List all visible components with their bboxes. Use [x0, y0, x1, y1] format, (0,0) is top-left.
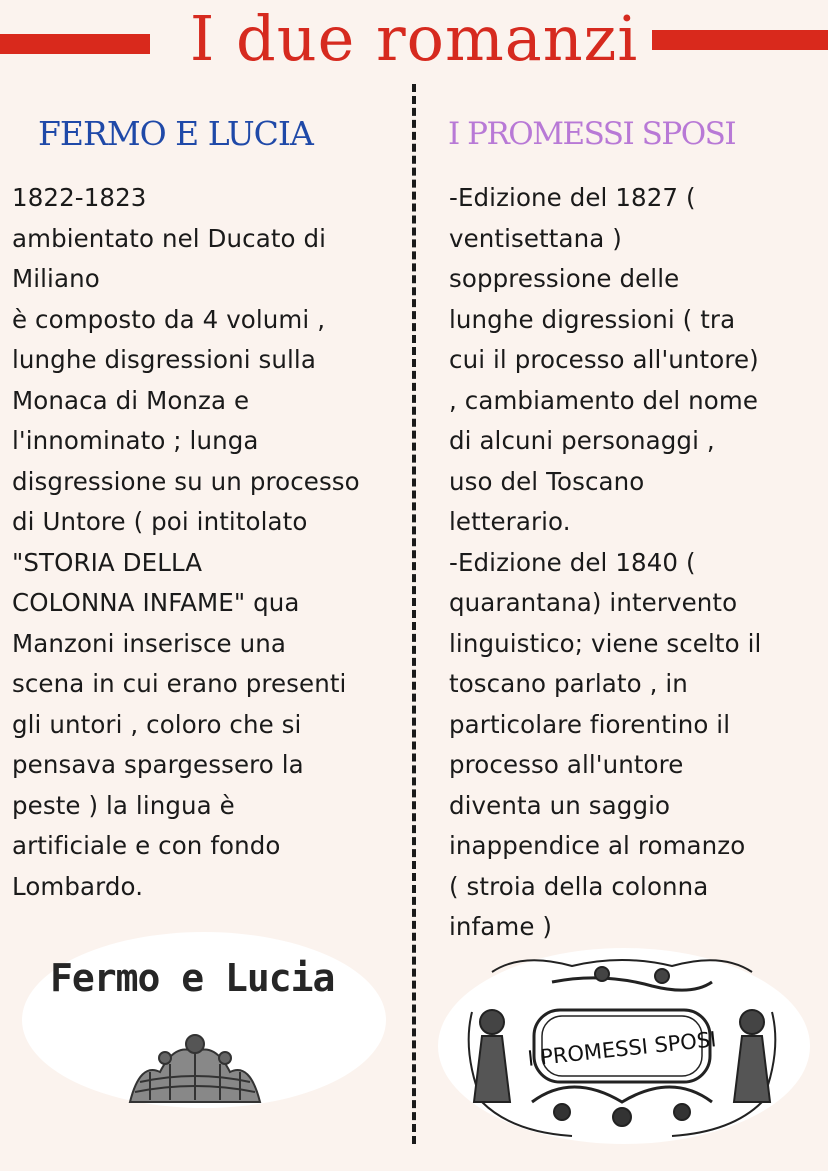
left-column-heading: FERMO E LUCIA [38, 114, 313, 153]
right-column-heading: I PROMESSI SPOSI [448, 116, 736, 152]
page-title: I due romanzi [189, 2, 639, 75]
promessi-sposi-engraving [452, 952, 792, 1140]
fermo-e-lucia-logo: Fermo e Lucia [50, 956, 335, 1000]
column-divider [412, 84, 416, 1144]
promessi-sposi-logo: I PROMESSI SPOSI [526, 1027, 718, 1071]
ornament-icon [120, 1022, 270, 1108]
right-column-text: -Edizione del 1827 ( ventisettana ) soppressione delle lunghe digressioni ( tra cui il processo all'untore) , cambiamento del nome di alcuni personaggi , uso del Toscano letterario. -Edizione del 1840 ( quarantana) intervento linguistico; viene scelto il toscano parlato , in particolare fiorentino il processo all'untore diventa un saggio inappendice al romanzo ( stroia della colonna infame ) [449, 183, 762, 941]
left-column-text: 1822-1823 ambientato nel Ducato di Miliano è composto da 4 volumi , lunghe disgressioni sulla Monaca di Monza e l'innominato ; lunga disgressione su un processo di Untore ( poi intitolato "STORIA DELLA COLONNA INFAME" qua Manzoni inserisce una scena in cui erano presenti gli untori , coloro che si pensava spargessero la peste ) la lingua è artificiale e con fondo Lombardo. [12, 183, 360, 901]
